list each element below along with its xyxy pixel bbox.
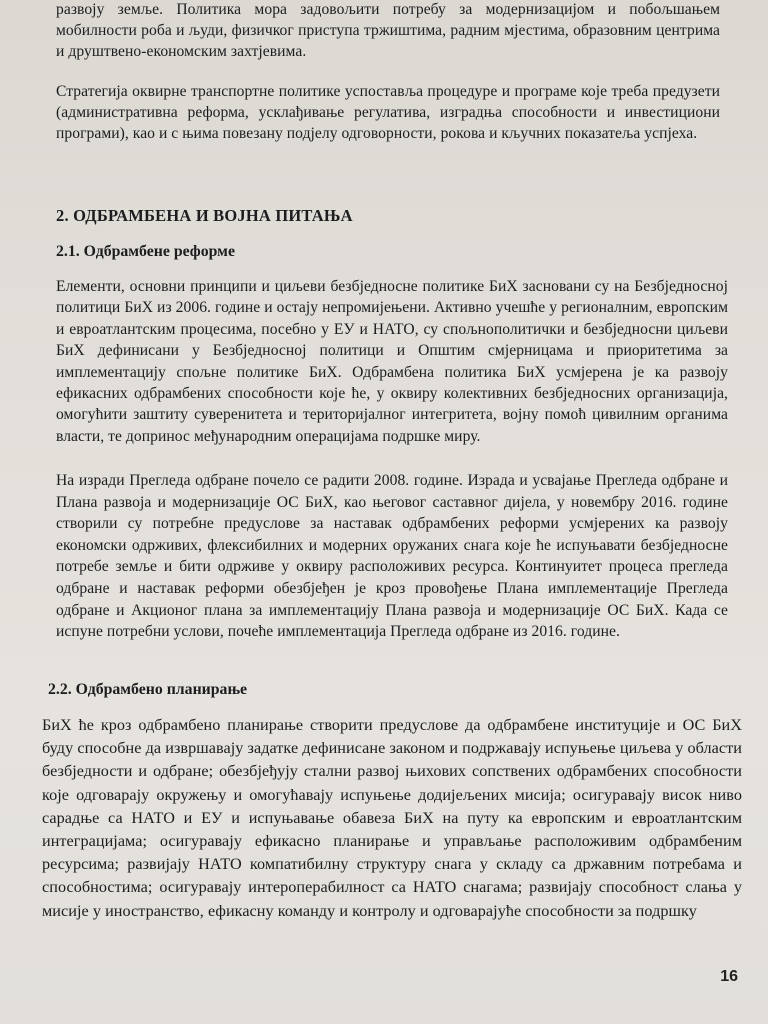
page-number: 16	[720, 968, 738, 985]
defense-reforms-paragraph-1: Елементи, основни принципи и циљеви безбједносне политике БиХ засновани су на Безбједносној политици БиХ из 2006. године и остају непромијењени. Активно учешће у регионалним, европским и евроатлантским процесима, посебно у ЕУ и НАТО, су спољнополитички и безбједносни циљеви БиХ дефинисани у Безбједносној политици и Општим смјерницама и приоритетима за имплементацију спољне политике БиХ. Одбрамбена политика БиХ усмјерена је ка развоју ефикасних одбрамбених способности које ће, у оквиру колективних безбједносних организација, омогућити заштиту суверенитета и територијалног интегритета, војну помоћ цивилним органима власти, те допринос међународним операцијама подршке миру.	[56, 278, 728, 445]
intro-paragraph-1: развоју земље. Политика мора задовољити потребу за модернизацијом и побољшањем мобилности роба и људи, физичког приступа тржиштима, радним мјестима, образовним центрима и друштвено-економским захтјевима.	[56, 1, 720, 60]
intro-paragraph-2: Стратегија оквирне транспортне политике успоставља процедуре и програме које треба предузети (административна реформа, усклађивање регулатива, изградња способности и инвестициони програми), као и с њима повезану подјелу одговорности, рокова и кључних показатеља успјеха.	[56, 83, 720, 142]
section-heading-defense-military: 2. ОДБРАМБЕНА И ВОЈНА ПИТАЊА	[56, 206, 353, 225]
subsection-heading-defense-planning: 2.2. Одбрамбено планирање	[48, 681, 248, 698]
defense-planning-paragraph-1: БиХ ће кроз одбрамбено планирање створити предуслове да одбрамбене институције и ОС БиХ буду способне да извршавају задатке дефинисане законом и подржавају испуњење циљева у области безбједности и одбране; обезбјеђују стални развој њихових сопствених одбрамбених способности које одговарају окружењу и омогућавају испуњење додијељених мисија; осигуравају висок ниво сарадње са НАТО и ЕУ и испуњавање обавеза БиХ на путу ка европским и евроатлантским интеграцијама; осигуравају ефикасно планирање и управљање расположивим одбрамбеним ресурсима; развијају НАТО компатибилну структуру снага у складу са државним потребама и способностима; осигуравају интероперабилност са НАТО снагама; развијају способност слања у мисије у иностранство, ефикасну команду и контролу и одговарајуће способности за подршку	[42, 716, 742, 920]
defense-reforms-paragraph-2: На изради Прегледа одбране почело се радити 2008. године. Израда и усвајање Прегледа одбране и Плана развоја и модернизације ОС БиХ, као његовог саставног дијела, у новембру 2016. године створили су потребне предуслове за наставак одбрамбених реформи усмјерених ка развоју економски одрживих, флексибилних и модерних оружаних снага које ће испуњавати безбједносне потребе земље и бити одрживе у оквиру расположивих ресурса. Континуитет процеса прегледа одбране и наставак реформи обезбјеђен је кроз провођење Плана имплементације Прегледа одбране и Акционог плана за имплементацију Плана развоја и модернизације ОС БиХ. Када се испуне потребни услови, почеће имплементација Прегледа одбране из 2016. године.	[56, 472, 728, 641]
subsection-heading-defense-reforms: 2.1. Одбрамбене реформе	[56, 243, 235, 260]
